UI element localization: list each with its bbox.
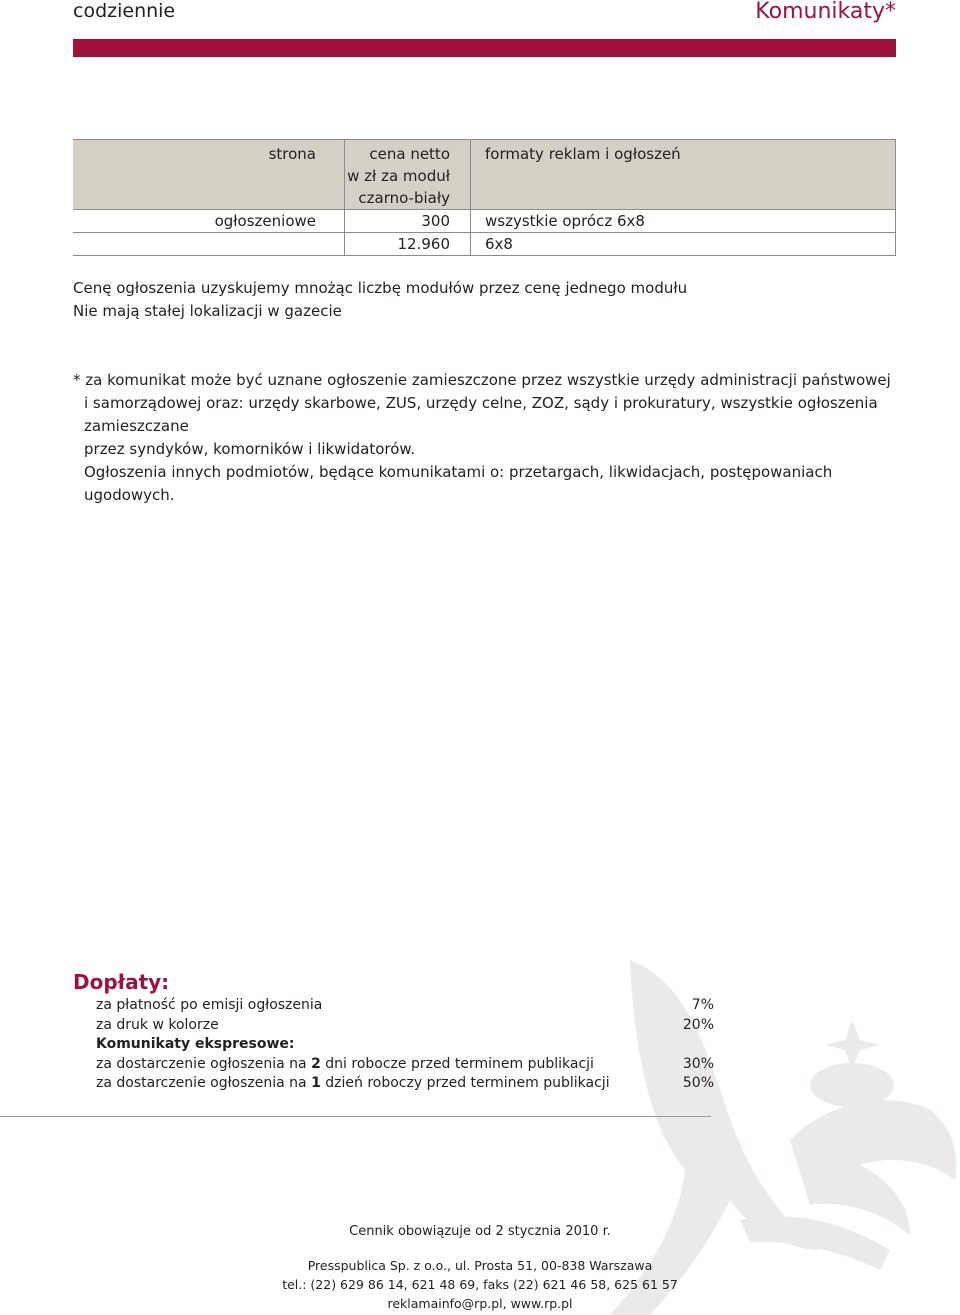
footer-phones: tel.: (22) 629 86 14, 621 48 69, faks (22) 621 46 58, 625 61 57 [282, 1277, 678, 1292]
surcharge-subheading [96, 1035, 714, 1055]
note-line: Cenę ogłoszenia uzyskujemy mnożąc liczbę modułów przez cenę jednego modułu [73, 279, 688, 297]
validity-note: Cennik obowiązuje od 2 stycznia 2010 r. [349, 1224, 611, 1239]
header-format: formaty reklam i ogłoszeń [471, 140, 896, 210]
table-header-row [73, 140, 896, 210]
notes [73, 277, 687, 323]
section-label: codziennie [73, 0, 176, 22]
surcharge-value: 20% [682, 1016, 714, 1033]
note-line: Nie mają stałej lokalizacji w gazecie [73, 302, 342, 320]
footnote-line: * za komunikat może być uznane ogłoszenie zamieszczone przez wszystkie urzędy administracji państwowej [73, 371, 891, 389]
table-row [73, 233, 896, 256]
surcharges-title: Dopłaty: [73, 970, 170, 994]
surcharge-value: 30% [682, 1055, 714, 1072]
footer-company: Presspublica Sp. z o.o., ul. Prosta 51, 00-838 Warszawa [307, 1258, 653, 1273]
header-price-line: cena netto [369, 145, 450, 163]
surcharge-value: 50% [682, 1075, 714, 1091]
surcharge-row [96, 1055, 714, 1075]
footnote-line: przez syndyków, komorników i likwidatorów. [84, 440, 416, 458]
label-days: 2 [311, 1055, 321, 1072]
header-accent-bar [73, 39, 896, 57]
surcharge-row [96, 1016, 714, 1036]
table-row [73, 210, 896, 233]
footnote-line: Ogłoszenia innych podmiotów, będące komunikatami o: przetargach, likwidacjach, postępowaniach ugodowych. [84, 463, 833, 504]
page-title: Komunikaty* [755, 0, 896, 24]
footer-email-web: reklamainfo@rp.pl, www.rp.pl [387, 1296, 573, 1311]
surcharge-value: 7% [691, 997, 714, 1013]
label-text: dzień roboczy przed terminem publikacji [320, 1075, 610, 1091]
header-page: strona [73, 140, 345, 210]
surcharge-label: za płatność po emisji ogłoszenia [96, 997, 323, 1013]
divider [0, 1116, 711, 1117]
label-text: za dostarczenie ogłoszenia na [96, 1075, 312, 1091]
label-text: dni robocze przed terminem publikacji [320, 1055, 594, 1072]
header-price-line: czarno-biały [358, 189, 450, 207]
header-price [345, 140, 471, 210]
cell-format: 6x8 [471, 233, 896, 256]
surcharge-label [96, 1055, 594, 1075]
cell-page [73, 233, 345, 256]
price-table [73, 139, 896, 256]
cell-price: 12.960 [345, 233, 471, 256]
surcharges-list [96, 996, 714, 1094]
header-price-line: w zł za moduł [347, 167, 450, 185]
surcharge-label: Komunikaty ekspresowe: [96, 1036, 295, 1052]
footnote-line: i samorządowej oraz: urzędy skarbowe, ZUS, urzędy celne, ZOZ, sądy i prokuratury, wszystkie ogłoszenia zamieszczane [84, 394, 878, 435]
surcharge-row [96, 1074, 714, 1094]
footnote [73, 369, 903, 507]
surcharge-row [96, 996, 714, 1016]
surcharge-label: za druk w kolorze [96, 1016, 219, 1033]
surcharge-label [96, 1074, 610, 1094]
footer-contact [0, 1256, 960, 1313]
label-days: 1 [311, 1075, 321, 1091]
cell-price: 300 [345, 210, 471, 233]
cell-page: ogłoszeniowe [73, 210, 345, 233]
cell-format: wszystkie oprócz 6x8 [471, 210, 896, 233]
label-text: za dostarczenie ogłoszenia na [96, 1055, 312, 1072]
